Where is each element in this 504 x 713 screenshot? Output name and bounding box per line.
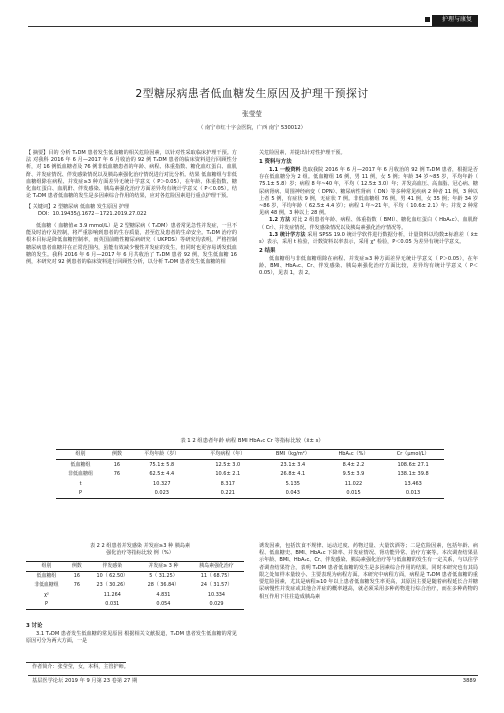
- table-cell: 26.8± 4.1: [280, 471, 306, 478]
- s1-1-heading: 1.1 一般资料: [269, 166, 301, 173]
- table2-header: 组别: [26, 562, 67, 572]
- table-cell: 24（ 31.57）: [200, 582, 233, 589]
- table-cell: 非低血糖组: [34, 582, 59, 589]
- intro-paragraph: 低血糖（ 血糖值≤ 3.9 mmol/L）是 2 型糖尿病（ T₂DM）患者常见急性并发症，一旦不能及时治疗及控制，将严重影响到患者的生存质量，甚至危及患者的生命安全。T₂DM 治疗的根本目标是降低血糖控制率，而英国前瞻性糖尿病研究（ UKPDS）等研究均表明，严格控制糖尿病患者血糖并在正常范围内，虽能有效减少慢性并发症的发生，但同时也更容易诱发低血糖的发生。我科 2016 年 6 月—2017 年 6 月共收治了 T₂DM 患者 92 例，发生低血糖 16 例，本研究对 92 例患者的临床资料进行回顾性分析，以分析 T₂DM 患者发生低血糖的相: [26, 222, 237, 266]
- right-lower-text: [259, 543, 478, 601]
- table-cell: 62.5± 4.4: [149, 471, 175, 478]
- table-cell: 11.022: [344, 480, 363, 487]
- table-cell: 5（ 31.25）: [149, 573, 178, 580]
- table1-caption: 表 1 2 组患者年龄 病程 BMI HbA₁c Cr 等指标比较（x̄± s）: [180, 438, 324, 444]
- footer-rule: [28, 675, 478, 676]
- table-cell: 8.4± 2.2: [342, 461, 365, 468]
- doi: DOI：10.19435/j.1672－1721.2019.27.022: [38, 210, 147, 217]
- table-cell: [105, 479, 129, 488]
- table-cell: 8.317: [220, 480, 235, 487]
- article-author: 张莹莹: [242, 110, 262, 118]
- table-cell: [67, 600, 87, 610]
- table-cell: 4.831: [156, 591, 171, 598]
- section-3-heading: 3 讨论: [26, 623, 43, 629]
- table-row: [26, 581, 244, 590]
- table1-header: 例数: [105, 450, 129, 460]
- left-column: [26, 150, 237, 266]
- table1-header: BMI（kg/m²）: [261, 450, 325, 460]
- table1-header: 组别: [56, 450, 105, 460]
- table1: [56, 449, 444, 499]
- table2: [26, 561, 244, 610]
- table-cell: 0.023: [129, 489, 195, 499]
- table-cell: 9.5± 3.9: [342, 471, 365, 478]
- s1-3-text: 采用 SPSS 19.0 统计学软件进行数据分析，计量资料以均数±标准差（ x̄± s）表示，采用 t 检验，计数资料以率表示，采用 χ² 检验，P＜0.05 为差异有统计学意义。: [259, 231, 478, 246]
- table-cell: 13.463: [404, 480, 422, 487]
- cont-text: 关危险因素，并提出针对性护理干预。: [259, 150, 346, 156]
- table-cell: 23（ 30.26）: [96, 582, 129, 589]
- table-row: [56, 460, 444, 470]
- table-cell: 低血糖组: [70, 461, 91, 468]
- footnote-rule: [26, 662, 126, 663]
- section-tag: 护理与康复: [432, 15, 478, 26]
- table-cell: 非低血糖组: [68, 471, 94, 478]
- table2-header: 并发症≥ 3 种: [138, 562, 189, 572]
- abstract-text: 【 摘要】目的 分析 T₂DM 患者发生低血糖的相关危险因素，以针对性采取临床护理干预。方法 对我科 2016 年 6 月—2017 年 6 月收治的 92 例 T₂DM 患者的临床资料进行回顾性分析，对 16 例低血糖者及 76 例非低血糖患者的年龄、病程、体重指数、糖化血红蛋白、血肌酐、并发症情况、伴发感染情况以及胰岛素强化治疗情况进行对比分析。结果 低血糖组与非低血糖组除在病程、并发症≥3 种方面差异无统计学意义（ P＞0.05），在年龄、体重指数、糖化血红蛋白、血肌酐、伴发感染、胰岛素强化治疗方面差异均有统计学意义（ P＜0.05）。结论 T₂DM 患者低血糖的发生是多因素综合作用的结果，应对各危险因素进行重点护理干预。: [26, 150, 237, 200]
- table-cell: 0.013: [382, 489, 444, 499]
- table1-header: Cr（μmol/L）: [382, 450, 444, 460]
- table1-header: 平均病程（年）: [195, 450, 261, 460]
- s1-3-heading: 1.3 统计学方法: [269, 231, 306, 238]
- table-row: [56, 479, 444, 488]
- table-cell: 0.031: [87, 600, 138, 610]
- discussion-block: [26, 621, 237, 645]
- s1-2-heading: 1.2 方法: [269, 217, 291, 224]
- table1-header: 平均年龄（岁）: [129, 450, 195, 460]
- table-cell: 10.327: [153, 480, 171, 487]
- table2-header: 例数: [67, 562, 87, 572]
- section-2-heading: 2 结果: [259, 248, 276, 255]
- right-column: [259, 150, 478, 278]
- table2-caption: 表 2 2 组患者并发感染 并发症≥3 种 胰岛素 强化治疗等指标比较 例（%）: [89, 543, 191, 557]
- table-cell: [105, 489, 129, 499]
- table-cell: 10（ 62.50）: [96, 573, 129, 580]
- table-cell: 低血糖组: [36, 573, 57, 580]
- s2-text: 低血糖组与非低血糖组除在病程、并发症≥3 种方面差异无统计学意义（ P＞0.05），在年龄、BMI、HbA₁c、Cr、伴发感染、胰岛素强化治疗方面比较，差异均有统计学意义（ P＜0.05），见表 1，表 2。: [259, 255, 478, 277]
- table-cell: 0.015: [325, 489, 382, 499]
- page-number: 3889: [462, 678, 476, 684]
- lower-paragraph: 诱发因素，包括饮食不规律、运动过度、药物过量、大量饮酒等；二是危险因素，包括年龄、病程、低血糖史、BMI、HbA₁c 下降率、并发症情况、肾功能异常、治疗方案等。本次调查结果显示年龄、BMI、HbA₁c、Cr、伴发感染、胰岛素强化治疗等与低血糖的发生有一定关系，与以往学者调查结果符合，表明 T₂DM 患者低血糖的发生是多因素综合作用的结果。同时本研究也有其局限之处如样本量较小、主要表现为病程方面。本研究中病程方面，病程是 T₂DM 患者低血糖的重要危险因素，尤其是病程≥10 年以上患者低血糖发生率更高，其原因主要是随着病程延长合并糖尿病慢性并发症或其他合并症的概率越高，就必须采用多种药物进行综合治疗，而在多种药物的相互作用下往往造成胰岛素: [259, 543, 478, 600]
- table-cell: 10.334: [207, 591, 226, 598]
- article-affiliation: （ 南宁市红十字会医院，广西 南宁 530012）: [198, 125, 306, 131]
- table-cell: P: [56, 489, 105, 499]
- section-1-heading: 1 资料与方法: [259, 159, 292, 166]
- table-cell: 75.1± 5.8: [149, 461, 175, 468]
- header-rule: [28, 26, 478, 27]
- table-cell: 23.1± 3.4: [280, 461, 306, 468]
- table-cell: P: [26, 600, 67, 610]
- table-cell: 16: [73, 573, 80, 580]
- table-cell: 12.5± 3.0: [215, 461, 241, 468]
- table-cell: 0.054: [138, 600, 189, 610]
- table-cell: 0.221: [195, 489, 261, 499]
- table-cell: 76: [113, 471, 121, 478]
- table-row: [26, 600, 244, 610]
- footnote: 作者简介：张莹莹，女，本科，主管护师。: [32, 664, 129, 670]
- table-row: [26, 590, 244, 599]
- table-cell: χ²: [44, 591, 49, 598]
- table-cell: t: [79, 480, 82, 487]
- table1-header: HbA₁c（%）: [325, 450, 382, 460]
- article-title: 2型糖尿病患者低血糖发生原因及护理干预探讨: [135, 87, 369, 100]
- table-cell: [67, 590, 87, 599]
- table2-header: 伴发感染: [87, 562, 138, 572]
- s1-2-text: 对比 2 组患者年龄、病程、体重指数（ BMI）、糖化血红蛋白（ HbA₁c）、血肌酐（ Cr）、并发症情况、伴发感染情况以及胰岛素强化治疗情况等。: [259, 217, 478, 231]
- table-cell: 11（ 68.75）: [200, 573, 233, 580]
- table-cell: 5.135: [285, 480, 300, 487]
- journal-info: 基层医学论坛 2019 年 9 月第 23 卷第 27 期: [32, 678, 138, 684]
- table-cell: 16: [113, 461, 121, 468]
- table-cell: 76: [73, 582, 80, 589]
- keywords: 【 关键词】2 型糖尿病 低血糖 发生原因 护理: [26, 203, 130, 210]
- table-cell: 0.043: [261, 489, 325, 499]
- table-row: [26, 572, 244, 582]
- discussion-text: 3.1 T₂DM 患者发生低血糖的常见原因 根据相关文献报道，T₂DM 患者发生低血糖的常见原因可分为两大方面，一是: [26, 630, 237, 644]
- table2-header: 胰岛素强化治疗: [189, 562, 244, 572]
- table-cell: 108.6± 27.1: [397, 461, 429, 468]
- table-cell: 28（ 36.84）: [147, 582, 180, 589]
- table-row: [56, 489, 444, 499]
- table-cell: 0.029: [189, 600, 244, 610]
- table-cell: 10.6± 2.1: [215, 471, 241, 478]
- table-cell: 138.1± 39.8: [397, 471, 429, 478]
- s1-1-text: 选取我院 2016 年 6 月—2017 年 6 月收治的 92 例 T₂DM 患者，根据是否存在低血糖分为 2 组。低血糖组 16 例，男 11 例，女 5 例；年龄 34 岁~85 岁，平均年龄（ 75.1± 5.8）岁；病程 8 年~40 年，平均（ 12.5± 3.0）年；并发高血压、高血脂、冠心病、糖尿病肾病、周围神经病变（ DPN）、糖尿病性肾病（ DN）等多种常见疾病 2 种者 11 例，3 种以上者 5 例，有症状 9 例，无症状 7 例。非低血糖组 76 例，男 41 例，女 35 例；年龄 34 岁~86 岁，平均年龄（ 62.5± 4.4 岁）；病程 1 年~21 年，平均（ 10.6± 2.1）年；并发 2 种常见病 48 例，3 种以上 28 例。: [259, 166, 478, 217]
- table-cell: 11.264: [103, 591, 121, 598]
- table-row: [56, 470, 444, 479]
